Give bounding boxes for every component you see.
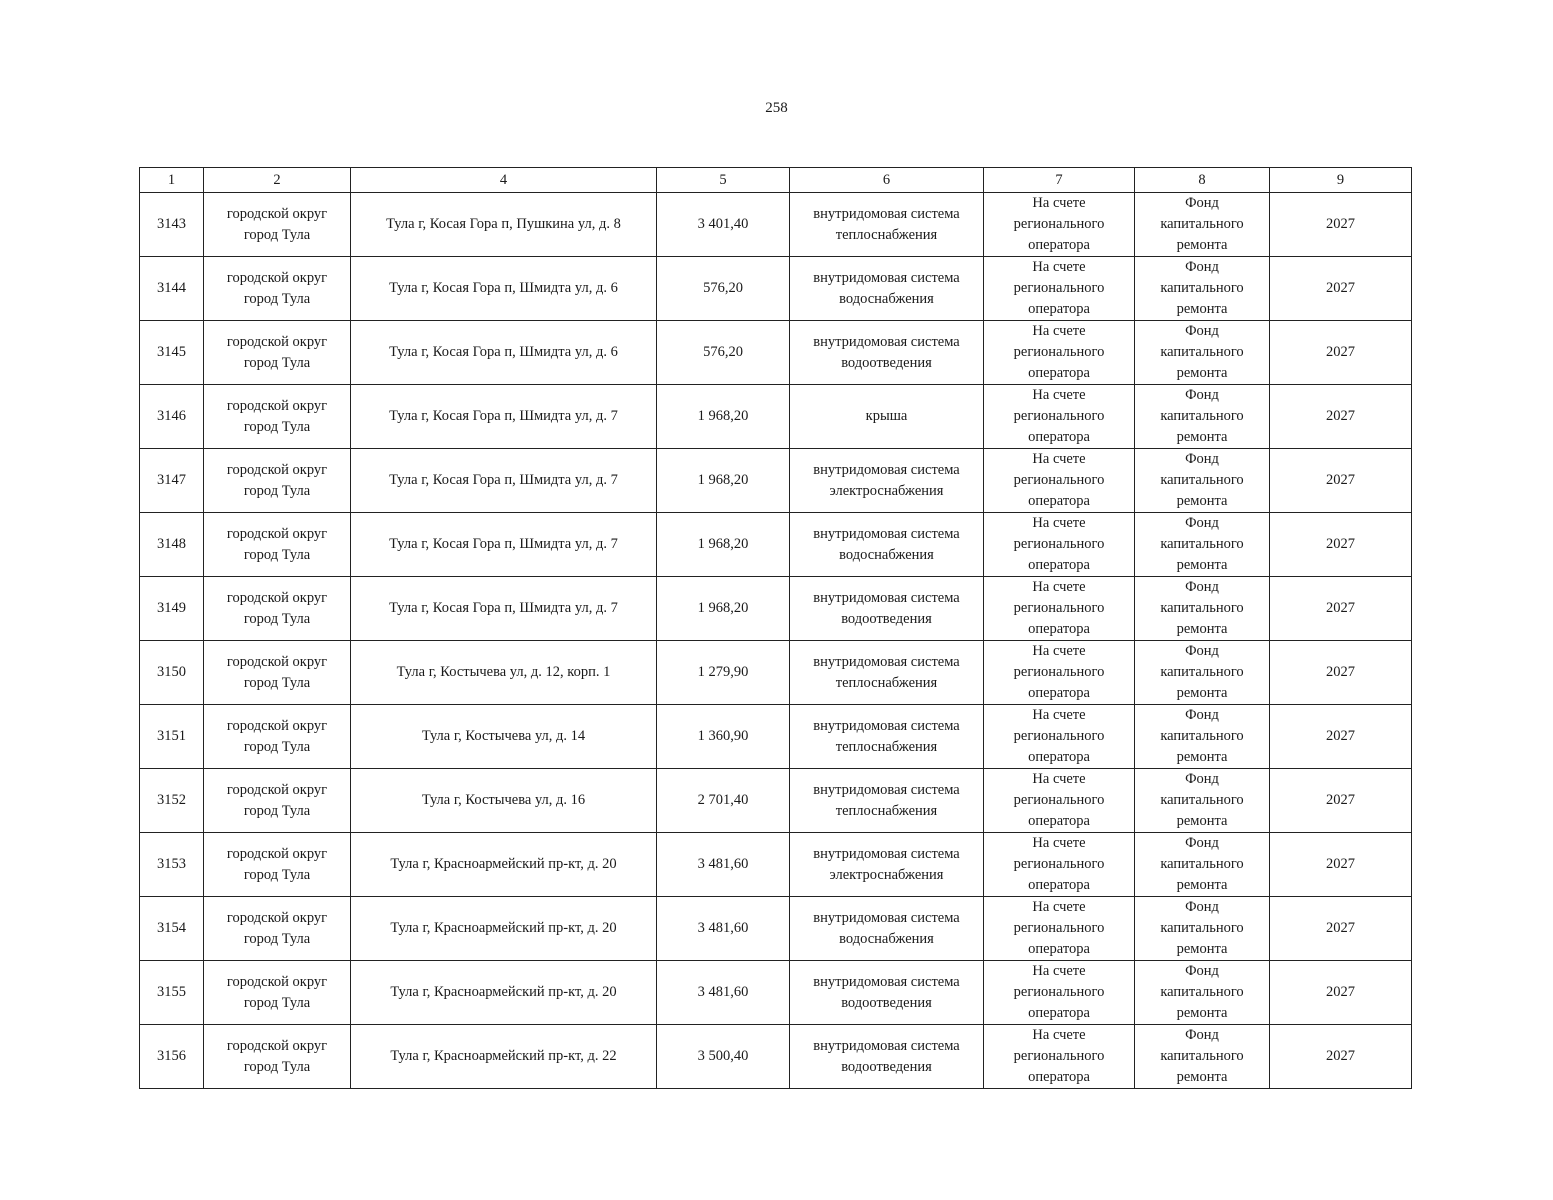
- table-row: [140, 897, 1412, 961]
- account-method-cell: На счете регионального оператора: [984, 321, 1135, 385]
- system-cell: крыша: [790, 385, 984, 449]
- district-cell: городской округ город Тула: [204, 577, 351, 641]
- area-cell: 3 401,40: [657, 193, 790, 257]
- account-method-cell: На счете регионального оператора: [984, 833, 1135, 897]
- system-cell: внутридомовая система водоснабжения: [790, 257, 984, 321]
- fund-cell: Фонд капитального ремонта: [1135, 385, 1270, 449]
- table-row: [140, 1025, 1412, 1089]
- account-method-cell: На счете регионального оператора: [984, 193, 1135, 257]
- fund-cell: Фонд капитального ремонта: [1135, 1025, 1270, 1089]
- year-cell: 2027: [1270, 513, 1412, 577]
- column-header: 7: [984, 168, 1135, 193]
- district-cell: городской округ город Тула: [204, 641, 351, 705]
- area-cell: 576,20: [657, 321, 790, 385]
- fund-cell: Фонд капитального ремонта: [1135, 257, 1270, 321]
- district-cell: городской округ город Тула: [204, 385, 351, 449]
- account-method-cell: На счете регионального оператора: [984, 449, 1135, 513]
- address-cell: Тула г, Костычева ул, д. 16: [351, 769, 657, 833]
- row-number-cell: 3148: [140, 513, 204, 577]
- column-header: 8: [1135, 168, 1270, 193]
- address-cell: Тула г, Косая Гора п, Пушкина ул, д. 8: [351, 193, 657, 257]
- column-header: 5: [657, 168, 790, 193]
- year-cell: 2027: [1270, 641, 1412, 705]
- address-cell: Тула г, Косая Гора п, Шмидта ул, д. 7: [351, 385, 657, 449]
- row-number-cell: 3144: [140, 257, 204, 321]
- fund-cell: Фонд капитального ремонта: [1135, 897, 1270, 961]
- table-row: [140, 705, 1412, 769]
- fund-cell: Фонд капитального ремонта: [1135, 449, 1270, 513]
- year-cell: 2027: [1270, 449, 1412, 513]
- system-cell: внутридомовая система водоотведения: [790, 321, 984, 385]
- system-cell: внутридомовая система электроснабжения: [790, 833, 984, 897]
- system-cell: внутридомовая система водоснабжения: [790, 513, 984, 577]
- table-body: [140, 193, 1412, 1089]
- district-cell: городской округ город Тула: [204, 961, 351, 1025]
- fund-cell: Фонд капитального ремонта: [1135, 577, 1270, 641]
- account-method-cell: На счете регионального оператора: [984, 705, 1135, 769]
- account-method-cell: На счете регионального оператора: [984, 577, 1135, 641]
- account-method-cell: На счете регионального оператора: [984, 513, 1135, 577]
- district-cell: городской округ город Тула: [204, 833, 351, 897]
- address-cell: Тула г, Красноармейский пр-кт, д. 20: [351, 961, 657, 1025]
- table-row: [140, 833, 1412, 897]
- year-cell: 2027: [1270, 833, 1412, 897]
- system-cell: внутридомовая система электроснабжения: [790, 449, 984, 513]
- system-cell: внутридомовая система водоотведения: [790, 1025, 984, 1089]
- fund-cell: Фонд капитального ремонта: [1135, 513, 1270, 577]
- district-cell: городской округ город Тула: [204, 1025, 351, 1089]
- district-cell: городской округ город Тула: [204, 449, 351, 513]
- fund-cell: Фонд капитального ремонта: [1135, 769, 1270, 833]
- account-method-cell: На счете регионального оператора: [984, 641, 1135, 705]
- district-cell: городской округ город Тула: [204, 257, 351, 321]
- fund-cell: Фонд капитального ремонта: [1135, 193, 1270, 257]
- system-cell: внутридомовая система теплоснабжения: [790, 193, 984, 257]
- year-cell: 2027: [1270, 193, 1412, 257]
- fund-cell: Фонд капитального ремонта: [1135, 641, 1270, 705]
- account-method-cell: На счете регионального оператора: [984, 1025, 1135, 1089]
- address-cell: Тула г, Косая Гора п, Шмидта ул, д. 6: [351, 321, 657, 385]
- fund-cell: Фонд капитального ремонта: [1135, 321, 1270, 385]
- account-method-cell: На счете регионального оператора: [984, 769, 1135, 833]
- column-header: 9: [1270, 168, 1412, 193]
- table-row: [140, 961, 1412, 1025]
- table-row: [140, 641, 1412, 705]
- column-header: 1: [140, 168, 204, 193]
- row-number-cell: 3156: [140, 1025, 204, 1089]
- fund-cell: Фонд капитального ремонта: [1135, 833, 1270, 897]
- year-cell: 2027: [1270, 321, 1412, 385]
- year-cell: 2027: [1270, 1025, 1412, 1089]
- area-cell: 1 360,90: [657, 705, 790, 769]
- system-cell: внутридомовая система теплоснабжения: [790, 705, 984, 769]
- area-cell: 1 968,20: [657, 449, 790, 513]
- address-cell: Тула г, Костычева ул, д. 14: [351, 705, 657, 769]
- page-number: 258: [765, 100, 788, 116]
- address-cell: Тула г, Косая Гора п, Шмидта ул, д. 7: [351, 513, 657, 577]
- district-cell: городской округ город Тула: [204, 897, 351, 961]
- system-cell: внутридомовая система теплоснабжения: [790, 769, 984, 833]
- address-cell: Тула г, Красноармейский пр-кт, д. 22: [351, 1025, 657, 1089]
- column-number-row: [140, 168, 1412, 193]
- table-row: [140, 193, 1412, 257]
- area-cell: 1 968,20: [657, 577, 790, 641]
- row-number-cell: 3152: [140, 769, 204, 833]
- district-cell: городской округ город Тула: [204, 193, 351, 257]
- district-cell: городской округ город Тула: [204, 705, 351, 769]
- system-cell: внутридомовая система теплоснабжения: [790, 641, 984, 705]
- table-row: [140, 449, 1412, 513]
- area-cell: 1 279,90: [657, 641, 790, 705]
- row-number-cell: 3150: [140, 641, 204, 705]
- row-number-cell: 3143: [140, 193, 204, 257]
- area-cell: 3 500,40: [657, 1025, 790, 1089]
- year-cell: 2027: [1270, 897, 1412, 961]
- capital-repair-table: [139, 167, 1412, 1089]
- area-cell: 3 481,60: [657, 833, 790, 897]
- year-cell: 2027: [1270, 769, 1412, 833]
- row-number-cell: 3145: [140, 321, 204, 385]
- table-row: [140, 577, 1412, 641]
- fund-cell: Фонд капитального ремонта: [1135, 705, 1270, 769]
- row-number-cell: 3153: [140, 833, 204, 897]
- address-cell: Тула г, Косая Гора п, Шмидта ул, д. 7: [351, 449, 657, 513]
- year-cell: 2027: [1270, 385, 1412, 449]
- year-cell: 2027: [1270, 705, 1412, 769]
- address-cell: Тула г, Костычева ул, д. 12, корп. 1: [351, 641, 657, 705]
- system-cell: внутридомовая система водоотведения: [790, 577, 984, 641]
- table-row: [140, 513, 1412, 577]
- fund-cell: Фонд капитального ремонта: [1135, 961, 1270, 1025]
- year-cell: 2027: [1270, 257, 1412, 321]
- table-row: [140, 769, 1412, 833]
- address-cell: Тула г, Косая Гора п, Шмидта ул, д. 7: [351, 577, 657, 641]
- system-cell: внутридомовая система водоотведения: [790, 961, 984, 1025]
- row-number-cell: 3151: [140, 705, 204, 769]
- area-cell: 3 481,60: [657, 897, 790, 961]
- column-header: 4: [351, 168, 657, 193]
- area-cell: 576,20: [657, 257, 790, 321]
- account-method-cell: На счете регионального оператора: [984, 897, 1135, 961]
- district-cell: городской округ город Тула: [204, 769, 351, 833]
- area-cell: 3 481,60: [657, 961, 790, 1025]
- year-cell: 2027: [1270, 577, 1412, 641]
- district-cell: городской округ город Тула: [204, 321, 351, 385]
- account-method-cell: На счете регионального оператора: [984, 961, 1135, 1025]
- column-header: 2: [204, 168, 351, 193]
- area-cell: 1 968,20: [657, 385, 790, 449]
- row-number-cell: 3147: [140, 449, 204, 513]
- address-cell: Тула г, Красноармейский пр-кт, д. 20: [351, 833, 657, 897]
- area-cell: 2 701,40: [657, 769, 790, 833]
- row-number-cell: 3146: [140, 385, 204, 449]
- account-method-cell: На счете регионального оператора: [984, 257, 1135, 321]
- row-number-cell: 3155: [140, 961, 204, 1025]
- address-cell: Тула г, Косая Гора п, Шмидта ул, д. 6: [351, 257, 657, 321]
- address-cell: Тула г, Красноармейский пр-кт, д. 20: [351, 897, 657, 961]
- district-cell: городской округ город Тула: [204, 513, 351, 577]
- table-row: [140, 321, 1412, 385]
- row-number-cell: 3149: [140, 577, 204, 641]
- year-cell: 2027: [1270, 961, 1412, 1025]
- table-row: [140, 257, 1412, 321]
- area-cell: 1 968,20: [657, 513, 790, 577]
- row-number-cell: 3154: [140, 897, 204, 961]
- column-header: 6: [790, 168, 984, 193]
- system-cell: внутридомовая система водоснабжения: [790, 897, 984, 961]
- account-method-cell: На счете регионального оператора: [984, 385, 1135, 449]
- table-row: [140, 385, 1412, 449]
